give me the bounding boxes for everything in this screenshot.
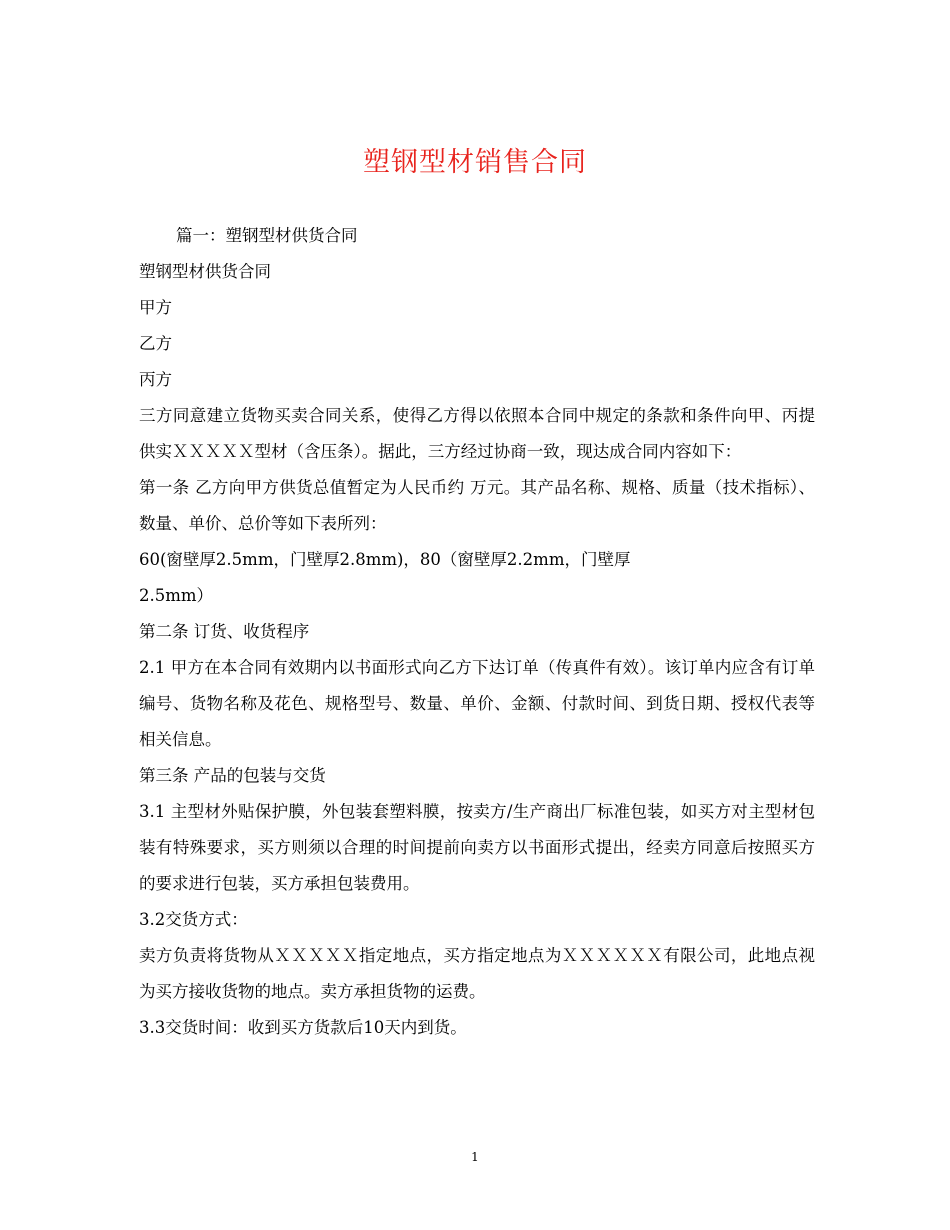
contract-name: 塑钢型材供货合同	[139, 262, 271, 281]
document-title: 塑钢型材销售合同	[363, 147, 587, 178]
clause-3-2-heading: 3.2交货方式：	[139, 910, 248, 929]
section-heading: 篇一：塑钢型材供货合同	[176, 226, 358, 245]
page-number: 1	[471, 1150, 479, 1164]
spec-line-2: 2.5mm）	[139, 586, 214, 605]
article-3-heading: 第三条 产品的包装与交货	[139, 766, 326, 785]
clause-3-2-body: 卖方负责将货物从ＸＸＸＸＸ指定地点，买方指定地点为ＸＸＸＸＸＸ有限公司，此地点视为买方接收货物的地点。卖方承担货物的运费。	[139, 946, 815, 1001]
document-body	[139, 218, 815, 1046]
spec-line-1: 60(窗壁厚2.5mm，门壁厚2.8mm)，80（窗壁厚2.2mm，门壁厚	[139, 550, 631, 569]
clause-2-1: 2.1 甲方在本合同有效期内以书面形式向乙方下达订单（传真件有效）。该订单内应含有订单编号、货物名称及花色、规格型号、数量、单价、金额、付款时间、到货日期、授权代表等相关信息。	[139, 658, 815, 749]
party-c: 丙方	[139, 370, 172, 389]
clause-3-3: 3.3交货时间：收到买方货款后10天内到货。	[139, 1018, 467, 1037]
preamble-paragraph: 三方同意建立货物买卖合同关系，使得乙方得以依照本合同中规定的条款和条件向甲、丙提供实ＸＸＸＸＸ型材（含压条）。据此，三方经过协商一致，现达成合同内容如下：	[139, 406, 815, 461]
clause-3-1: 3.1 主型材外贴保护膜，外包装套塑料膜，按卖方/生产商出厂标准包装，如买方对主型材包装有特殊要求，买方则须以合理的时间提前向卖方以书面形式提出，经卖方同意后按照买方的要求进行包装，买方承担包装费用。	[139, 802, 815, 893]
party-a: 甲方	[139, 298, 172, 317]
article-2-heading: 第二条 订货、收货程序	[139, 622, 310, 641]
party-b: 乙方	[139, 334, 172, 353]
article-1-paragraph: 第一条 乙方向甲方供货总值暂定为人民币约 万元。其产品名称、规格、质量（技术指标）、数量、单价、总价等如下表所列：	[139, 478, 815, 533]
